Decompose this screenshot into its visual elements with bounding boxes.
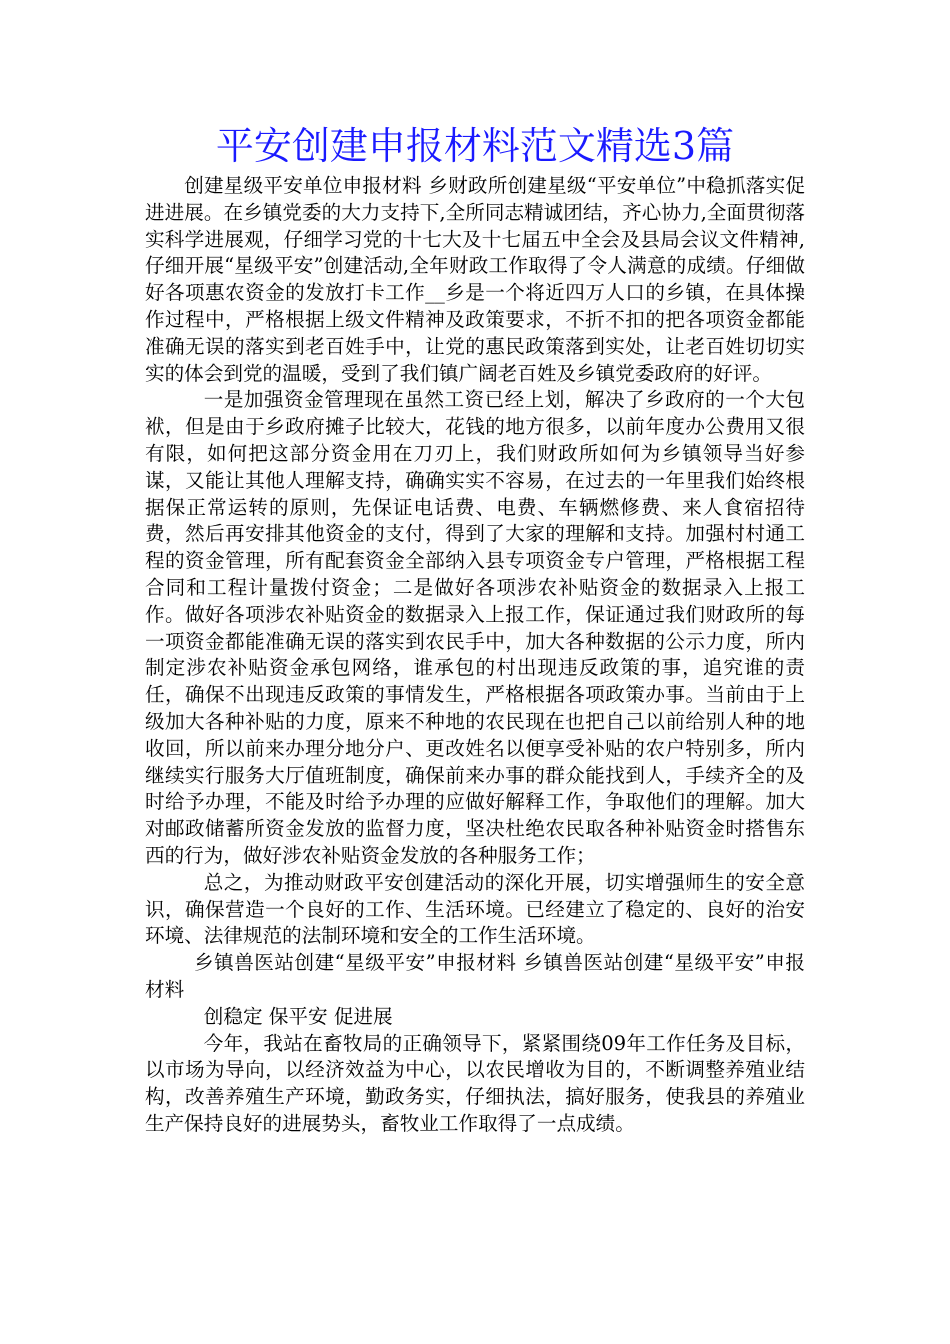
paragraph-6: 今年，我站在畜牧局的正确领导下，紧紧围绕09年工作任务及目标，以市场为导向，以经济效益为中心，以农民增收为目的，不断调整养殖业结构，改善养殖生产环境，勤政务实，仔细执法，搞好服务，使我县的养殖业生产保持良好的进展势头，畜牧业工作取得了一点成绩。 bbox=[145, 1031, 805, 1135]
paragraph-2: 一是加强资金管理现在虽然工资已经上划，解决了乡政府的一个大包袱，但是由于乡政府摊子比较大，花钱的地方很多，以前年度办公费用又很有限，如何把这部分资金用在刀刃上，我们财政所如何为乡镇领导当好参谋，又能让其他人理解支持，确确实实不容易，在过去的一年里我们始终根据保正常运转的原则，先保证电话费、电费、车辆燃修费、来人食宿招待费，然后再安排其他资金的支付，得到了大家的理解和支持。加强村村通工程的资金管理，所有配套资金全部纳入县专项资金专户管理，严格根据工程合同和工程计量拨付资金；二是做好各项涉农补贴资金的数据录入上报工作。做好各项涉农补贴资金的数据录入上报工作，保证通过我们财政所的每一项资金都能准确无误的落实到农民手中，加大各种数据的公示力度，所内制定涉农补贴资金承包网络，谁承包的村出现违反政策的事，追究谁的责任，确保不出现违反政策的事情发生，严格根据各项政策办事。当前由于上级加大各种补贴的力度，原来不种地的农民现在也把自己以前给别人种的地收回，所以前来办理分地分户、更改姓名以便享受补贴的农户特别多，所内继续实行服务大厅值班制度，确保前来办事的群众能找到人，手续齐全的及时给予办理，不能及时给予办理的应做好解释工作，争取他们的理解。加大对邮政储蓄所资金发放的监督力度，坚决杜绝农民取各种补贴资金时搭售东西的行为，做好涉农补贴资金发放的各种服务工作； bbox=[145, 388, 805, 867]
paragraph-3: 总之，为推动财政平安创建活动的深化开展，切实增强师生的安全意识，确保营造一个良好的工作、生活环境。已经建立了稳定的、良好的治安环境、法律规范的法制环境和安全的工作生活环境。 bbox=[145, 870, 805, 948]
document-body bbox=[145, 173, 805, 1138]
paragraph-4: 乡镇兽医站创建“星级平安”申报材料 乡镇兽医站创建“星级平安”申报材料 bbox=[145, 951, 805, 1001]
document-title: 平安创建申报材料范文精选3篇 bbox=[215, 124, 735, 168]
paragraph-1: 创建星级平安单位申报材料 乡财政所创建星级“平安单位”中稳抓落实促进进展。在乡镇党委的大力支持下,全所同志精诚团结，齐心协力,全面贯彻落实科学进展观，仔细学习党的十七大及十七届五中全会及县局会议文件精神,仔细开展“星级平安”创建活动,全年财政工作取得了令人满意的成绩。仔细做好各项惠农资金的发放打卡工作__乡是一个将近四万人口的乡镇，在具体操作过程中，严格根据上级文件精神及政策要求，不折不扣的把各项资金都能准确无误的落实到老百姓手中，让党的惠民政策落到实处，让老百姓切切实实的体会到党的温暖，受到了我们镇广阔老百姓及乡镇党委政府的好评。 bbox=[145, 174, 805, 385]
paragraph-5: 创稳定 保平安 促进展 bbox=[203, 1004, 393, 1028]
